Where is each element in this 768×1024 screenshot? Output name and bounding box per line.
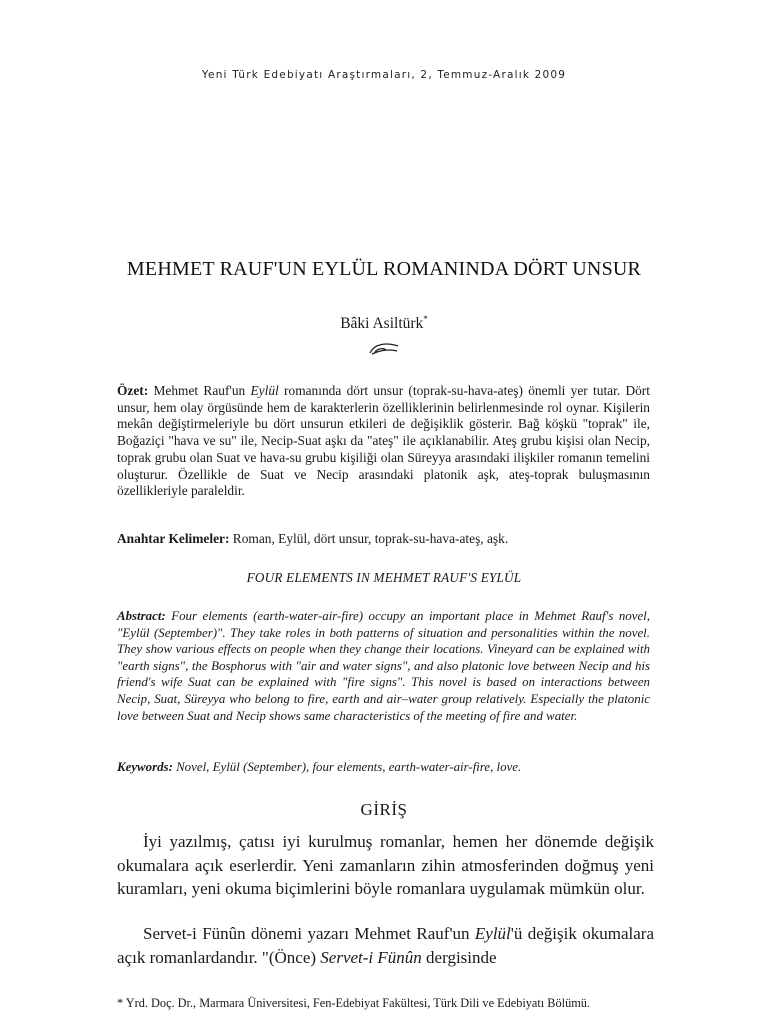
article-title: MEHMET RAUF'UN EYLÜL ROMANINDA DÖRT UNSUR <box>126 258 642 280</box>
keywords-label: Keywords: <box>117 760 173 774</box>
footnote <box>117 996 657 1011</box>
ozet-text-b: romanında dört unsur (toprak-su-hava-ateş) önemli yer tutar. Dört unsur, hem olay örgüsünde hem de karakterlerin özelliklerinin belirlenmesinde rol oynar. Kişilerin mekân değiştirmeleriyle bu dört unsurun etkileri de değişiklik gösterir. Bağ köşkü "toprak" ile, Boğaziçi "hava ve su" ile, Necip-Suat aşkı da "ateş" ile açıklanabilir. Ateş grubu kişisi olan Necip, toprak grubu olan Suat ve hava-su grubu kişiliği olan Süreyya arasındaki ilişkiler romanın temelini oluşturur. Özellikle de Suat ve Necip arasındaki platonik aşk, ateş-toprak buluşmasının özellikleriyle paraleldir. <box>117 383 650 499</box>
anahtar-text: Roman, Eylül, dört unsur, toprak-su-hava-ateş, aşk. <box>229 531 509 546</box>
ozet-novel-title: Eylül <box>250 383 279 398</box>
ozet-paragraph <box>117 383 650 500</box>
author-name-text: Bâki Asiltürk <box>340 315 424 333</box>
footnote-text: Yrd. Doç. Dr., Marmara Üniversitesi, Fen-Edebiyat Fakültesi, Türk Dili ve Edebiyatı Bölümü. <box>123 996 591 1010</box>
footnote-mark: * <box>117 996 124 1010</box>
body-paragraph-1-text: İyi yazılmış, çatısı iyi kurulmuş romanlar, hemen her dönemde değişik okumalara açık eserlerdir. Yeni zamanların zihin atmosferinden doğmuş yeni kuramları, yeni okuma biçimlerini böyle romanlara uygulamak mümkün olur. <box>117 832 654 898</box>
keywords-line <box>117 759 650 776</box>
section-heading: GİRİŞ <box>360 800 408 819</box>
body-p2-b: 'ü değişik okumalara açık romanlardandır. "(Önce) <box>117 924 654 967</box>
author-name <box>0 314 768 333</box>
anahtar-label: Anahtar Kelimeler: <box>117 531 230 546</box>
abstract-label: Abstract: <box>117 609 166 623</box>
body-p2-journal-title: Servet-i Fünûn <box>320 947 422 967</box>
body-p2-a: Servet-i Fünûn dönemi yazarı Mehmet Rauf'un <box>143 924 475 943</box>
body-p2-novel-title: Eylül <box>474 924 511 943</box>
ozet-label: Özet: <box>117 383 149 398</box>
english-title: FOUR ELEMENTS IN MEHMET RAUF'S EYLÜL <box>246 570 522 585</box>
keywords-text: Novel, Eylül (September), four elements, earth-water-air-fire, love. <box>172 760 522 774</box>
ozet-text-a: Mehmet Rauf'un <box>148 383 251 398</box>
journal-header: Yeni Türk Edebiyatı Araştırmaları, 2, Temmuz-Aralık 2009 <box>201 69 567 81</box>
abstract-text: Four elements (earth-water-air-fire) occupy an important place in Mehmet Rauf's novel, "Eylül (September)". They take roles in both patterns of situation and personalities within the novel. They show various effects on people when they change their locations. Vineyard can be explained with "earth signs", the Bosphorus with "air and water signs", and also platonic love between Necip and his friend's wife Suat can be explained with "fire signs". This novel is based on interactions between Necip, Suat, Süreyya who belong to fire, earth and air–water group relatively. Especially the platonic love between Suat and Necip shows same characteristics of the meeting of fire and water. <box>117 609 650 723</box>
author-footnote-mark: * <box>423 314 428 324</box>
anahtar-kelimeler <box>117 531 650 548</box>
body-paragraph-2 <box>117 922 654 969</box>
abstract-paragraph <box>117 608 650 724</box>
body-p2-c: dergisinde <box>421 947 497 967</box>
body-paragraph-1 <box>117 830 654 901</box>
ornament-flourish-icon <box>366 340 402 358</box>
